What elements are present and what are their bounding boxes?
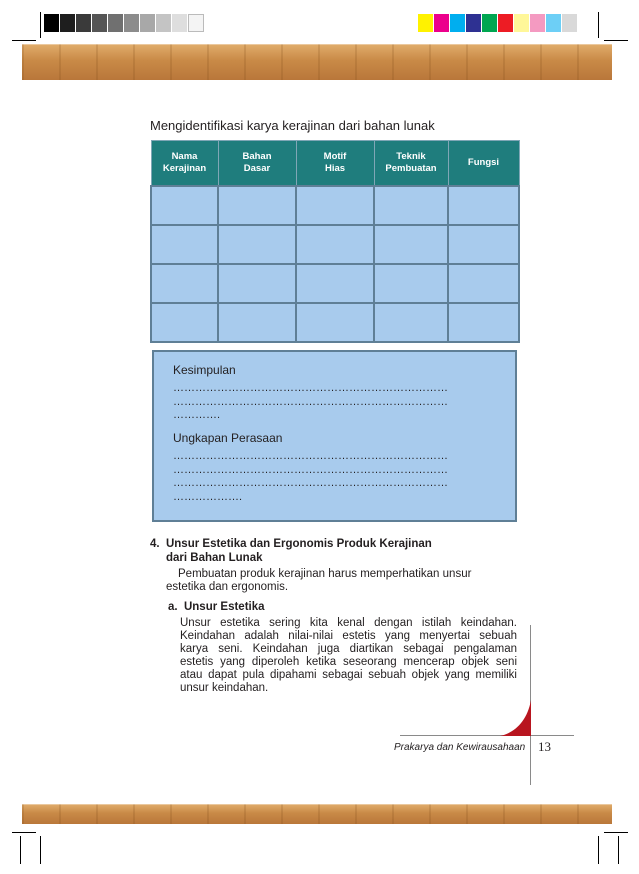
table-cell[interactable] [151, 186, 218, 225]
crop-mark [40, 12, 41, 38]
table-cell[interactable] [151, 303, 218, 342]
table-cell[interactable] [448, 303, 519, 342]
subsection-a-title: a. Unsur Estetika [168, 601, 265, 613]
table-cell[interactable] [218, 303, 296, 342]
table-cell[interactable] [448, 264, 519, 303]
crop-mark [40, 836, 41, 864]
table-cell[interactable] [374, 264, 448, 303]
crop-mark [604, 40, 628, 41]
kesimpulan-answer-lines[interactable]: ………………………………………………………………… ………………………………………………………………… …………. [173, 382, 448, 421]
footer-book-title: Prakarya dan Kewirausahaan [394, 742, 526, 753]
ungkapan-perasaan-label: Ungkapan Perasaan [173, 431, 283, 445]
section-4-title: 4. Unsur Estetika dan Ergonomis Produk Kerajinan [150, 538, 432, 550]
table-cell[interactable] [374, 303, 448, 342]
table-cell[interactable] [374, 225, 448, 264]
table-cell[interactable] [218, 264, 296, 303]
table-row [151, 225, 519, 264]
table-cell[interactable] [218, 225, 296, 264]
table-cell[interactable] [448, 186, 519, 225]
table-header-row [151, 141, 519, 187]
perasaan-answer-lines[interactable]: ………………………………………………………………… ………………………………………………………………… ………………………………………………………………… ………………. [173, 450, 448, 503]
bottom-wood-banner [22, 804, 612, 824]
table-row [151, 264, 519, 303]
crop-mark [12, 40, 36, 41]
top-wood-banner [22, 44, 612, 80]
table-row [151, 303, 519, 342]
red-corner-accent [500, 700, 531, 736]
crop-mark [20, 836, 21, 864]
table-cell[interactable] [151, 264, 218, 303]
crop-mark [618, 836, 619, 864]
identification-table [150, 140, 520, 343]
kesimpulan-label: Kesimpulan [173, 363, 236, 377]
crop-mark [12, 832, 36, 833]
table-row [151, 186, 519, 225]
table-cell[interactable] [296, 186, 374, 225]
activity-heading: Mengidentifikasi karya kerajinan dari bahan lunak [150, 118, 435, 133]
table-cell[interactable] [448, 225, 519, 264]
table-cell[interactable] [296, 225, 374, 264]
crop-mark [598, 836, 599, 864]
estetika-paragraph: Unsur estetika sering kita kenal dengan istilah keindahan. Keindahan adalah nilai-nilai estetis yang menyertai sebuah karya seni. Keindahan juga diartikan sebagai pengalaman estetis yang diperoleh ketika seseorang mencerap objek seni atau dapat pula dipahami sebagai sebuah objek yang memiliki unsur keindahan. [180, 617, 517, 694]
table-cell[interactable] [296, 303, 374, 342]
header-nama-kerajinan: Nama Kerajinan [151, 141, 218, 187]
reflection-box [152, 350, 517, 522]
crop-mark [604, 832, 628, 833]
color-calibration-strip [418, 14, 578, 32]
table-cell[interactable] [296, 264, 374, 303]
section-4-title-cont: dari Bahan Lunak [166, 552, 263, 564]
footer-horizontal-rule [400, 735, 574, 736]
header-bahan-dasar: Bahan Dasar [218, 141, 296, 187]
header-fungsi: Fungsi [448, 141, 519, 187]
grayscale-calibration-strip [44, 14, 204, 32]
header-motif-hias: Motif Hias [296, 141, 374, 187]
header-teknik-pembuatan: Teknik Pembuatan [374, 141, 448, 187]
crop-mark [598, 12, 599, 38]
table-cell[interactable] [218, 186, 296, 225]
section-4-intro: Pembuatan produk kerajinan harus memperhatikan unsur estetika dan ergonomis. [166, 568, 472, 593]
table-cell[interactable] [151, 225, 218, 264]
page-number: 13 [538, 739, 551, 754]
table-cell[interactable] [374, 186, 448, 225]
